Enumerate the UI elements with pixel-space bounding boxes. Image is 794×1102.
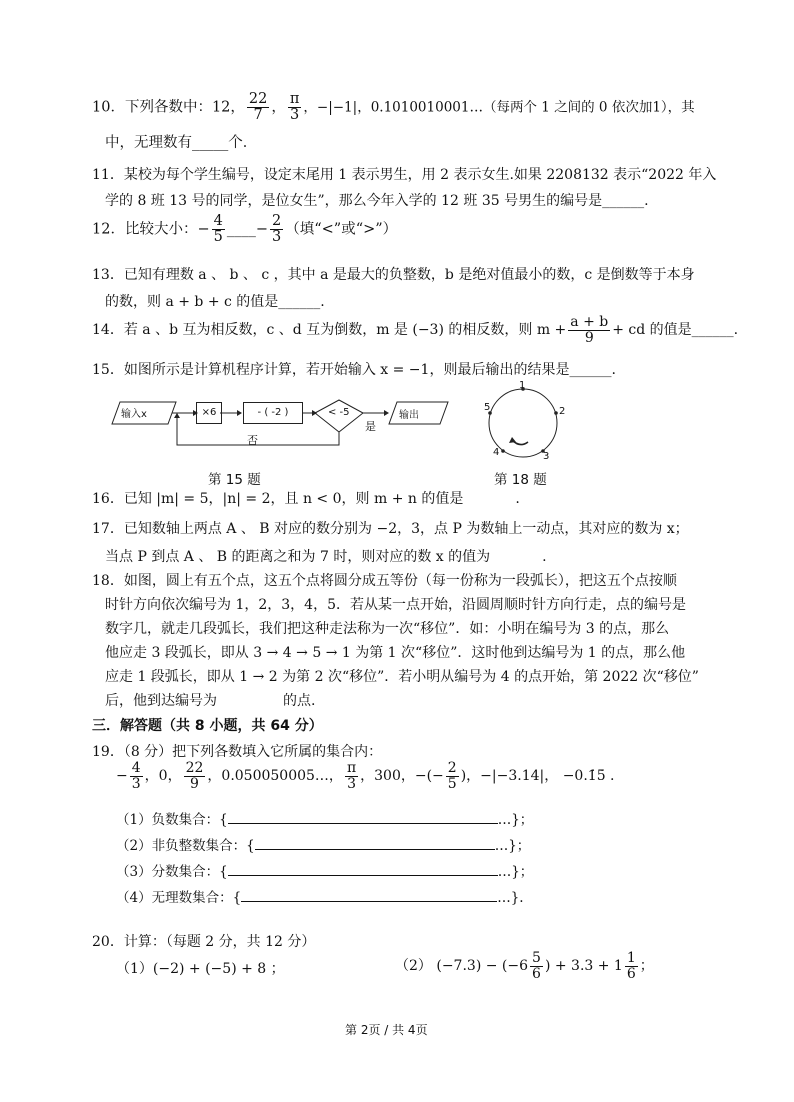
output-label: 输出 [399,410,419,421]
question-10-line2: 中，无理数有_____个． [105,135,258,151]
q19-rest: )，−|−3.14|， −0.1̇5̇ . [460,768,615,785]
question-20-title [92,931,315,951]
caption-fig18: 第 18 题 [494,472,547,488]
fraction-denominator: 3 [347,775,356,792]
q13-text: 已知有理数 a 、 b 、 c ，其中 a 是最大的负整数，b 是绝对值最小的数，c 是倒数等于本身 [123,267,695,283]
set-end: …}； [497,812,534,828]
q10-text-a: 下列各数中：12， [124,99,245,116]
q16-text: 已知 |m| = 5，|n| = 2，且 n < 0，则 m + n 的值是 [123,491,464,507]
fraction-denominator: 3 [272,229,282,246]
q12-number: 12． [92,221,125,238]
question-18-line5: 应走 1 段弧长，即从 1 → 2 为第 2 次“移位”．若小明从编号为 4 的点开始，第 2022 次“移位” [105,669,699,685]
fraction-pi-3 [288,92,302,123]
q12-mid: ____− [226,221,268,238]
q20-part2 [395,951,654,981]
question-19-title [92,741,382,761]
point-1-label: 1 [519,380,526,391]
question-18-line2: 时针方向依次编号为 1，2，3，4，5．若从某一点开始，沿圆周顺时针方向行走，点的编号是 [105,597,686,613]
fraction-2-3 [270,214,283,245]
question-18-line1 [92,570,677,590]
question-18-line3: 数字几，就走几段弧长，我们把这种走法称为一次“移位”．如：小明在编号为 3 的点，那么 [105,621,670,637]
question-13-line2: 的数，则 a + b + c 的值是______. [105,294,325,310]
q18-number: 18． [92,573,124,589]
question-10-line1 [92,92,695,123]
q16-number: 16． [92,491,124,507]
set-label: （3）分数集合：{ [116,864,228,880]
fraction-2-5 [446,761,459,791]
minus-minus2-box: - ( -2 ) [243,402,303,424]
arrow-head [509,437,516,443]
q18-text6: 后，他到达编号为 [105,693,217,709]
q19-decimal: ，0.050050005…， [207,768,343,785]
q14-post: + cd 的值是______. [612,322,739,339]
fraction-numerator: 4 [131,760,141,776]
answer-blank[interactable] [255,849,495,850]
question-18-line6 [105,690,315,710]
arrow-head [237,410,242,416]
q10-sep: ， [271,99,286,116]
fraction-numerator: 4 [213,213,223,229]
fraction-numerator: 22 [248,91,268,107]
set-end: …}. [497,890,524,906]
q20-number: 20． [92,934,124,950]
condition-label: < -5 [328,407,350,418]
set-fraction [116,860,533,880]
q10-number: 10． [92,99,125,116]
fraction-numerator: a + b [570,314,609,330]
fraction-denominator: 9 [190,775,199,792]
fraction-1-6 [625,951,638,981]
section-3-heading: 三．解答题（共 8 小题，共 64 分） [92,718,323,734]
question-11-line2: 学的 8 班 13 号的同学，是位女生”，那么今年入学的 12 班 35 号男生的编号是______. [105,193,649,209]
set-label: （1）负数集合：{ [116,812,228,828]
no-label: 否 [247,434,258,447]
q14-pre: 若 a 、b 互为相反数，c 、d 互为倒数，m 是 (−3) 的相反数，则 m + [123,322,567,339]
q11-number: 11． [92,167,124,183]
answer-blank[interactable] [228,875,498,876]
fraction-22-7 [247,92,269,123]
fraction-numerator: 2 [447,760,457,776]
point-4-label: 4 [493,447,500,458]
q11-text: 某校为每个学生编号，设定末尾用 1 表示男生，用 2 表示女生.如果 2208132 表示“2022 年入 [123,167,717,183]
question-16 [92,488,520,508]
q20-p2-end: ； [639,958,654,975]
question-17-line2 [105,546,547,566]
q19-title-text: （8 分）把下列各数填入它所属的集合内： [123,744,383,760]
question-11-line1 [92,164,716,184]
set-label: （2）非负整数集合：{ [116,838,255,854]
question-13-line1 [92,264,695,284]
set-end: …}； [494,838,531,854]
fraction-numerator: π [346,760,357,776]
question-15 [92,359,616,379]
point-5-label: 5 [484,402,491,413]
question-17-line1 [92,518,689,538]
question-14 [92,315,738,345]
set-nonnegative-integer [116,834,530,854]
arrow-head [384,410,389,416]
q19-300: ，300，−(− [360,768,444,785]
arrow-head [174,413,180,418]
fraction-pi-3 [345,761,358,791]
q16-end: . [515,491,520,507]
fraction-numerator: 22 [185,760,204,776]
fraction-denominator: 9 [584,329,594,346]
q15-number: 15． [92,362,124,378]
fraction-denominator: 5 [213,229,223,246]
q10-text-b: ，−|−1|，0.1010010001…（每两个 1 之间的 0 依次加1），其 [303,99,695,116]
q17-text: 已知数轴上两点 A 、 B 对应的数分别为 −2，3，点 P 为数轴上一动点，其对应的数为 x； [123,521,689,537]
fraction-4-5 [212,214,225,245]
q19-zero: ，0， [144,768,182,785]
q13-number: 13． [92,267,124,283]
q17-text2: 当点 P 到点 A 、 B 的距离之和为 7 时，则对应的数 x 的值为 [105,549,491,565]
point-2-label: 2 [559,406,566,417]
q20-title-text: 计算：（每题 2 分，共 12 分） [123,934,316,950]
fraction-a-plus-b-over-9 [568,315,610,345]
fraction-denominator: 6 [532,965,541,982]
q19-minus: − [116,768,128,785]
q14-number: 14． [92,322,124,339]
set-end: …}； [497,864,534,880]
q15-text: 如图所示是计算机程序计算，若开始输入 x = −1，则最后输出的结果是______. [123,362,616,378]
q12-post: （填“<”或“>”） [285,221,398,238]
caption-fig15: 第 15 题 [208,472,261,488]
fraction-denominator: 5 [447,775,457,792]
times6-box: ×6 [196,402,222,424]
fraction-denominator: 7 [253,107,263,124]
question-18-line4: 他应走 3 段弧长，即从 3 → 4 → 5 → 1 为第 1 次“移位”．这时他到达编号为 1 的点，那么他 [105,645,686,661]
q18-text1: 如图，圆上有五个点，这五个点将圆分成五等份（每一份称为一段弧长），把这五个点按顺 [123,573,677,589]
page-footer: 第 2页 / 共 4页 [345,1023,428,1037]
point-3-label: 3 [543,451,550,462]
q12-pre: 比较大小：− [124,221,210,238]
set-negative [116,808,533,828]
q18-end: 的点. [283,693,316,709]
answer-blank[interactable] [241,901,497,902]
flow-input-label: 输入x [121,409,147,420]
fraction-numerator: 2 [272,213,282,229]
q19-number: 19． [92,744,124,760]
set-label: （4）无理数集合：{ [116,890,242,906]
fraction-5-6 [530,951,543,981]
answer-blank[interactable] [228,823,498,824]
fraction-denominator: 3 [290,107,300,124]
q20-p2-pre: （2） (−7.3) − (−6 [395,958,529,975]
fraction-numerator: 1 [626,950,636,966]
q20-part1: （1）(−2) + (−5) + 8 ； [116,961,285,977]
q17-end: . [542,549,547,565]
fraction-denominator: 3 [131,775,141,792]
fraction-numerator: π [289,91,300,107]
fraction-denominator: 6 [626,965,636,982]
q20-p2-mid: ) + 3.3 + 1 [544,958,623,975]
yes-label: 是 [365,420,376,433]
fraction-numerator: 5 [532,950,541,966]
point-4-dot [501,449,505,453]
fraction-22-9 [184,761,206,791]
set-irrational [116,886,524,906]
question-19-numbers [116,761,615,791]
fraction-4-3 [130,761,143,791]
point-2-dot [554,411,558,415]
question-12 [92,214,397,245]
q17-number: 17． [92,521,124,537]
